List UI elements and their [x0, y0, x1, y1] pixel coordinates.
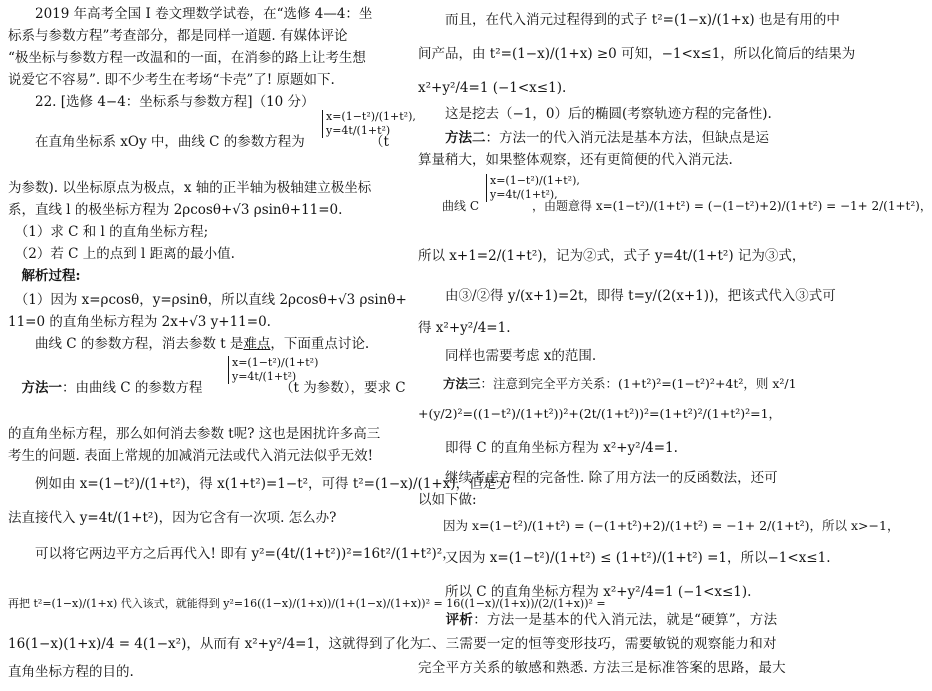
right-line-1: 而且，在代入消元过程得到的式子 t²=(1−x)/(1+x) 也是有用的中: [418, 12, 840, 28]
method-3-line-g: 又因为 x=(1−t²)/(1+t²) ≤ (1+t²)/(1+t²) =1，所以−1<x≤1.: [418, 550, 831, 566]
intro-line-2: 标系与参数方程”考查部分，都是同样一道题. 有媒体评论: [8, 28, 348, 44]
method-1-label: 方法一: [8, 380, 62, 396]
param-system-2-y: y=4t/(1+t²): [232, 370, 297, 383]
question-1: （1）求 C 和 l 的直角坐标方程;: [8, 224, 209, 240]
method-2-text-a: ：方法一的代入消元法是基本方法，但缺点是运: [485, 130, 769, 146]
solution-line-3c: ，下面重点讨论.: [270, 336, 370, 352]
method-1-line-8: 16(1−x)(1+x)/4 = 4(1−x²)，从而有 x²+y²/4=1，这就得到了化为: [8, 636, 424, 652]
method-1-line-9: 直角坐标方程的目的.: [8, 664, 134, 680]
comment-line-1: [418, 610, 794, 630]
method-2-curve-c: 曲线 C: [418, 199, 479, 213]
param-system-1-y: y=4t/(1+t²): [326, 124, 391, 137]
analysis-title: 解析过程:: [8, 268, 81, 284]
method-2-line-c: [418, 174, 932, 216]
intro-line-4: 说爱它不容易”. 即不少考生在考场“卡壳”了! 原题如下.: [8, 72, 335, 88]
problem-line-1a: 在直角坐标系 xOy 中，曲线 C 的参数方程为: [8, 134, 305, 150]
method-3-line-e: 以如下做:: [418, 492, 477, 508]
method-2-line-b: 算量稍大，如果整体观察，还有更简便的代入消元法.: [418, 152, 733, 168]
method-3-text-a: ：注意到完全平方关系：(1+t²)²=(1−t²)²+4t²，则 x²/1: [480, 376, 797, 391]
comment-line-3: 完全平方关系的敏感和熟悉. 方法三是标准答案的思路，最大: [418, 660, 786, 676]
method-2-line-a: [418, 128, 794, 148]
method-2-line-d: 所以 x+1=2/(1+t²)，记为②式，式子 y=4t/(1+t²) 记为③式，: [418, 248, 806, 264]
method-1-text-b: （t 为参数），要求 C: [280, 380, 406, 396]
method-1-line-6: 可以将它两边平方之后再代入! 即有 y²=(4t/(1+t²))²=16t²/(1+t²)²，: [8, 546, 456, 562]
method-3-label: 方法三: [418, 376, 481, 391]
solution-line-1: （1）因为 x=ρcosθ，y=ρsinθ，所以直线 2ρcosθ+√3 ρsinθ+: [8, 292, 407, 308]
method-1-line-5: 法直接代入 y=4t/(1+t²)，因为它含有一次项. 怎么办?: [8, 510, 337, 526]
method-2-line-f: 得 x²+y²/4=1.: [418, 320, 511, 336]
comment-label: 评析: [418, 612, 474, 628]
method-1-line-7: 再把 t²=(1−x)/(1+x) 代入该式，就能得到 y²=16((1−x)/(1+x))/(1+(1−x)/(1+x))² = 16((1−x)/(1+x))/(2/(1+x))² =: [8, 597, 606, 610]
problem-line-3: 系，直线 l 的极坐标方程为 2ρcosθ+√3 ρsinθ+11=0.: [8, 202, 343, 218]
problem-line-1: [8, 110, 416, 152]
method-1-line: [8, 356, 406, 398]
intro-line-1: 2019 年高考全国 I 卷文理数学试卷，在“选修 4—4：坐: [8, 6, 373, 22]
difficulty-word: 难点: [243, 336, 271, 352]
param-system-1-x: x=(1−t²)/(1+t²),: [326, 110, 416, 123]
solution-line-3a: 曲线 C 的参数方程，消去参数 t 是: [8, 336, 244, 352]
solution-line-3: [8, 334, 393, 354]
method-2-line-e: 由③/②得 y/(x+1)=2t，即得 t=y/(2(x+1))，把该式代入③式可: [418, 288, 836, 304]
param-system-1: [322, 110, 416, 138]
method-3-line-d: 继续考虑方程的完备性. 除了用方法一的反函数法，还可: [418, 470, 778, 486]
method-1-text-a: ：由曲线 C 的参数方程: [62, 380, 203, 396]
method-2-line-g: 同样也需要考虑 x的范围.: [418, 348, 597, 364]
right-line-4: 这是挖去（−1，0）后的椭圆(考察轨迹方程的完备性).: [418, 106, 772, 122]
problem-header: 22. [选修 4−4：坐标系与参数方程]（10 分）: [8, 94, 315, 110]
param-system-3-x: x=(1−t²)/(1+t²),: [490, 174, 580, 187]
comment-line-2: 二、三需要一定的恒等变形技巧，需要敏锐的观察能力和对: [418, 636, 777, 652]
right-line-3: x²+y²/4=1 (−1<x≤1).: [418, 80, 567, 96]
intro-line-3: “极坐标与参数方程一改温和的一面，在消参的路上让考生想: [8, 50, 366, 66]
method-1-line-4: 例如由 x=(1−t²)/(1+t²)，得 x(1+t²)=1−t²，可得 t²=(1−x)/(1+x)，但是无: [8, 476, 510, 492]
param-system-2-x: x=(1−t²)/(1+t²): [232, 356, 319, 369]
right-line-2: 间产品，由 t²=(1−x)/(1+x) ≥0 可知，−1<x≤1，所以化简后的结果为: [418, 46, 856, 62]
solution-line-2: 11=0 的直角坐标方程为 2x+√3 y+11=0.: [8, 314, 271, 330]
method-1-line-2: 的直角坐标方程，那么如何消去参数 t呢? 这也是困扰许多高三: [8, 426, 381, 442]
method-3-line-f: 因为 x=(1−t²)/(1+t²) = (−(1+t²)+2)/(1+t²) = −1+ 2/(1+t²)，所以 x>−1，: [418, 518, 900, 533]
param-system-3-y: y=4t/(1+t²),: [490, 188, 558, 201]
comment-text-1: ：方法一是基本的代入消元法，就是“硬算”，方法: [473, 612, 778, 628]
method-3-line-c: 即得 C 的直角坐标方程为 x²+y²/4=1.: [418, 440, 678, 456]
method-2-label: 方法二: [418, 130, 486, 146]
problem-line-1b: （t: [370, 134, 389, 150]
method-2-text-c: ，由题意得 x=(1−t²)/(1+t²) = (−(1−t²)+2)/(1+t²) = −1+ 2/(1+t²)，: [532, 199, 932, 213]
problem-line-2: 为参数). 以坐标原点为极点，x 轴的正半轴为极轴建立极坐标: [8, 180, 372, 196]
method-3-line-a: [418, 374, 797, 394]
method-3-line-b: +(y/2)²=((1−t²)/(1+t²))²+(2t/(1+t²))²=(1+t²)²/(1+t²)²=1，: [418, 406, 782, 421]
method-3-line-h: 所以 C 的直角坐标方程为 x²+y²/4=1 (−1<x≤1).: [418, 584, 752, 600]
question-2: （2）若 C 上的点到 l 距离的最小值.: [8, 246, 235, 262]
method-1-line-3: 考生的问题. 表面上常规的加减消元法或代入消元法似乎无效!: [8, 448, 374, 464]
